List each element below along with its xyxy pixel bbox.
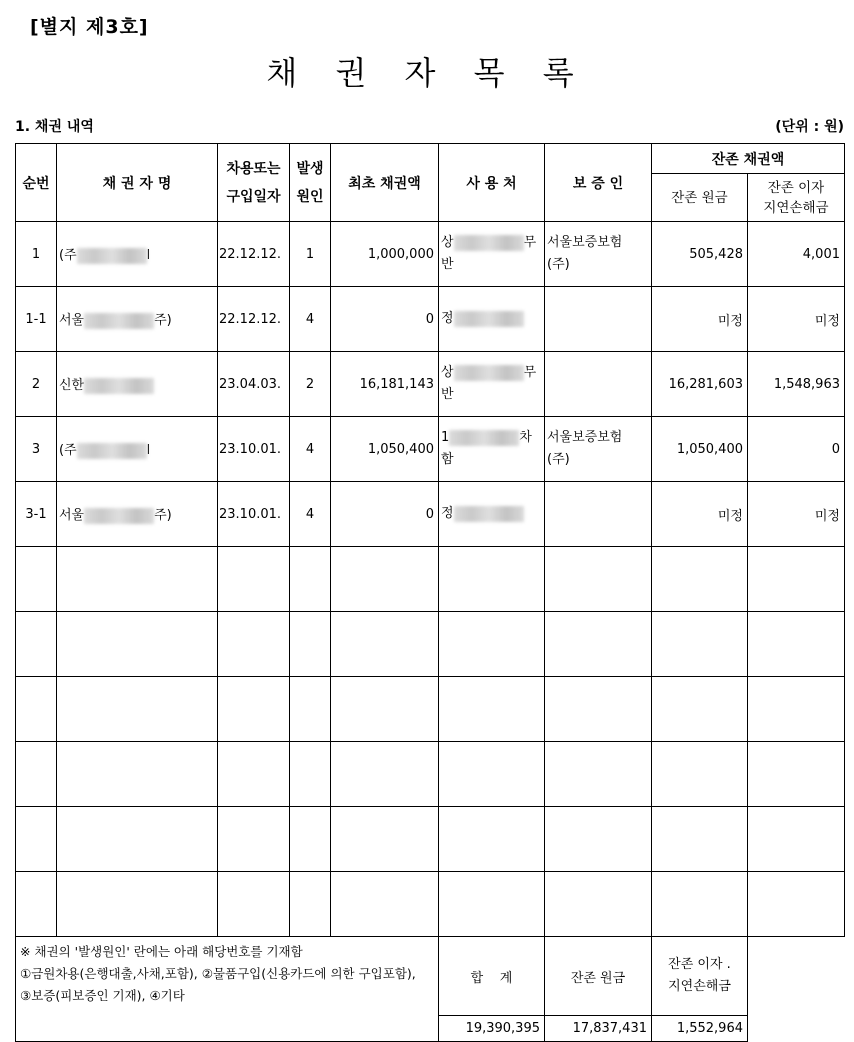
guarantor-line1: 서울보증보험 [547,235,623,250]
creditor-name-tail: 주) [154,313,172,329]
empty-cell [439,612,545,677]
redacted-mask [454,365,524,381]
empty-cell [439,742,545,807]
cell-cause: 4 [290,417,331,482]
empty-cell [331,612,439,677]
table-row [16,287,845,352]
usage-visible: 1 [441,430,450,445]
section-title: 1. 채권 내역 [15,119,94,135]
empty-cell [652,807,748,872]
empty-cell [748,612,845,677]
total-label: 합 계 [439,937,545,1016]
cell-guarantor [545,482,652,547]
header-cause-line1: 발생 [296,160,324,177]
footer-principal-value: 17,837,431 [545,1016,652,1042]
cell-interest: 미정 [748,287,845,352]
creditor-name-tail: l [146,443,151,459]
empty-cell [290,872,331,937]
empty-cell [57,872,218,937]
cell-cause: 1 [290,222,331,287]
cell-date: 23.10.01. [218,482,290,547]
empty-cell [331,547,439,612]
usage-visible-line2: 반 [441,257,454,272]
header-no: 순번 [16,144,57,222]
empty-table-row [16,807,845,872]
empty-cell [290,612,331,677]
creditor-name-tail: 주) [154,508,172,524]
usage-visible: 정 [441,506,454,521]
empty-cell [290,677,331,742]
cell-usage [439,222,545,287]
cell-date: 23.04.03. [218,352,290,417]
cell-guarantor [545,352,652,417]
empty-cell [16,872,57,937]
empty-cell [439,872,545,937]
empty-cell [290,547,331,612]
empty-cell [545,677,652,742]
empty-table-row [16,742,845,807]
cell-no: 3-1 [16,482,57,547]
table-row [16,482,845,547]
empty-cell [748,677,845,742]
usage-visible: 정 [441,311,454,326]
cell-guarantor [545,222,652,287]
cell-creditor [57,222,218,287]
cell-cause: 2 [290,352,331,417]
usage-visible-line2: 함 [441,452,454,467]
footer-interest-label-line1: 잔존 이자 . [668,957,731,972]
empty-cell [545,612,652,677]
empty-cell [218,612,290,677]
empty-cell [16,677,57,742]
footer-row-1 [16,937,845,1016]
cell-initial: 1,050,400 [331,417,439,482]
empty-cell [57,742,218,807]
footer-note-line2: ①금원차용(은행대출,사채,포함), ②물품구입(신용카드에 의한 구입포함), [20,966,416,981]
guarantor-line2: (주) [547,452,570,467]
cell-cause: 4 [290,287,331,352]
cell-date: 22.12.12. [218,222,290,287]
empty-cell [652,612,748,677]
empty-cell [16,547,57,612]
redacted-mask [84,313,154,329]
header-date-line1: 차용또는 [226,160,281,177]
footer-note-line3: ③보증(피보증인 기재), ④기타 [20,988,185,1003]
empty-cell [748,742,845,807]
header-interest [748,174,845,222]
redacted-mask [84,378,154,394]
cell-creditor [57,352,218,417]
creditor-name-visible: 신한 [59,378,85,394]
cell-creditor [57,482,218,547]
usage-tail: 차 [519,430,532,445]
cell-usage [439,287,545,352]
empty-cell [652,547,748,612]
cell-principal: 16,281,603 [652,352,748,417]
cell-principal: 미정 [652,482,748,547]
cell-interest: 4,001 [748,222,845,287]
creditor-name-visible: (주 [59,248,77,264]
header-cause [290,144,331,222]
empty-cell [57,612,218,677]
empty-cell [57,807,218,872]
header-usage: 사 용 처 [439,144,545,222]
unit-label: (단위 : 원) [775,119,844,135]
empty-cell [16,612,57,677]
cell-date: 23.10.01. [218,417,290,482]
cell-guarantor [545,287,652,352]
header-interest-line1: 잔존 이자 [767,179,825,196]
footer-principal-label: 잔존 원금 [545,937,652,1016]
empty-table-row [16,547,845,612]
cell-cause: 4 [290,482,331,547]
redacted-mask [84,508,154,524]
empty-cell [748,807,845,872]
total-value: 19,390,395 [439,1016,545,1042]
cell-creditor [57,287,218,352]
redacted-mask [77,248,147,264]
cell-date: 22.12.12. [218,287,290,352]
empty-cell [16,807,57,872]
creditor-name-tail: l [146,248,151,264]
redacted-mask [454,235,524,251]
table-row [16,222,845,287]
empty-cell [290,742,331,807]
cell-guarantor [545,417,652,482]
cell-interest: 미정 [748,482,845,547]
footer-interest-label [652,937,748,1016]
usage-visible-line2: 반 [441,387,454,402]
redacted-mask [449,430,519,446]
cell-usage [439,352,545,417]
cell-initial: 1,000,000 [331,222,439,287]
cell-initial: 0 [331,482,439,547]
cell-no: 1 [16,222,57,287]
cell-usage [439,482,545,547]
usage-tail: 무 [523,235,537,250]
empty-cell [16,742,57,807]
creditor-name-visible: 서울 [59,313,85,329]
cell-creditor [57,417,218,482]
table-row [16,352,845,417]
cell-interest: 1,548,963 [748,352,845,417]
empty-cell [545,547,652,612]
cell-no: 3 [16,417,57,482]
empty-cell [218,547,290,612]
empty-cell [331,677,439,742]
header-initial: 최초 채권액 [331,144,439,222]
cell-principal: 미정 [652,287,748,352]
cell-usage [439,417,545,482]
empty-cell [652,677,748,742]
empty-cell [439,677,545,742]
empty-cell [218,677,290,742]
empty-cell [290,807,331,872]
empty-cell [748,872,845,937]
empty-cell [652,872,748,937]
header-principal: 잔존 원금 [652,174,748,222]
empty-cell [545,807,652,872]
footer-interest-value: 1,552,964 [652,1016,748,1042]
form-number-label: [별지 제3호] [30,16,149,38]
cell-principal: 1,050,400 [652,417,748,482]
empty-cell [218,807,290,872]
redacted-mask [454,506,524,522]
empty-cell [331,807,439,872]
empty-table-row [16,612,845,677]
empty-cell [439,807,545,872]
empty-cell [331,742,439,807]
cell-no: 2 [16,352,57,417]
creditor-name-visible: (주 [59,443,77,459]
usage-visible: 상 [441,235,454,250]
empty-cell [652,742,748,807]
footer-note-line1: ※ 채권의 '발생원인' 란에는 아래 해당번호를 기재함 [20,944,303,959]
creditor-name-visible: 서울 [59,508,85,524]
guarantor-line1: 서울보증보험 [547,430,623,445]
empty-cell [57,677,218,742]
usage-visible: 상 [441,365,454,380]
empty-cell [218,742,290,807]
redacted-mask [77,443,147,459]
header-guarantor: 보 증 인 [545,144,652,222]
empty-cell [439,547,545,612]
empty-table-row [16,677,845,742]
empty-cell [545,742,652,807]
header-date [218,144,290,222]
empty-cell [331,872,439,937]
cell-principal: 505,428 [652,222,748,287]
cell-no: 1-1 [16,287,57,352]
empty-cell [218,872,290,937]
creditor-table [15,143,845,1042]
empty-cell [545,872,652,937]
usage-tail: 무 [523,365,537,380]
redacted-mask [454,311,524,327]
document-title: 채 권 자 목 록 [266,54,588,92]
empty-cell [748,547,845,612]
header-cause-line2: 원인 [296,188,324,205]
cell-initial: 16,181,143 [331,352,439,417]
footer-interest-label-line2: 지연손해금 [668,979,731,994]
empty-cell [57,547,218,612]
header-date-line2: 구입일자 [226,188,281,205]
header-interest-line2: 지연손해금 [763,199,829,216]
guarantor-line2: (주) [547,257,570,272]
cell-initial: 0 [331,287,439,352]
empty-table-row [16,872,845,937]
cell-interest: 0 [748,417,845,482]
header-remaining: 잔존 채권액 [652,144,845,174]
header-row [16,144,845,174]
table-row [16,417,845,482]
header-creditor: 채 권 자 명 [57,144,218,222]
